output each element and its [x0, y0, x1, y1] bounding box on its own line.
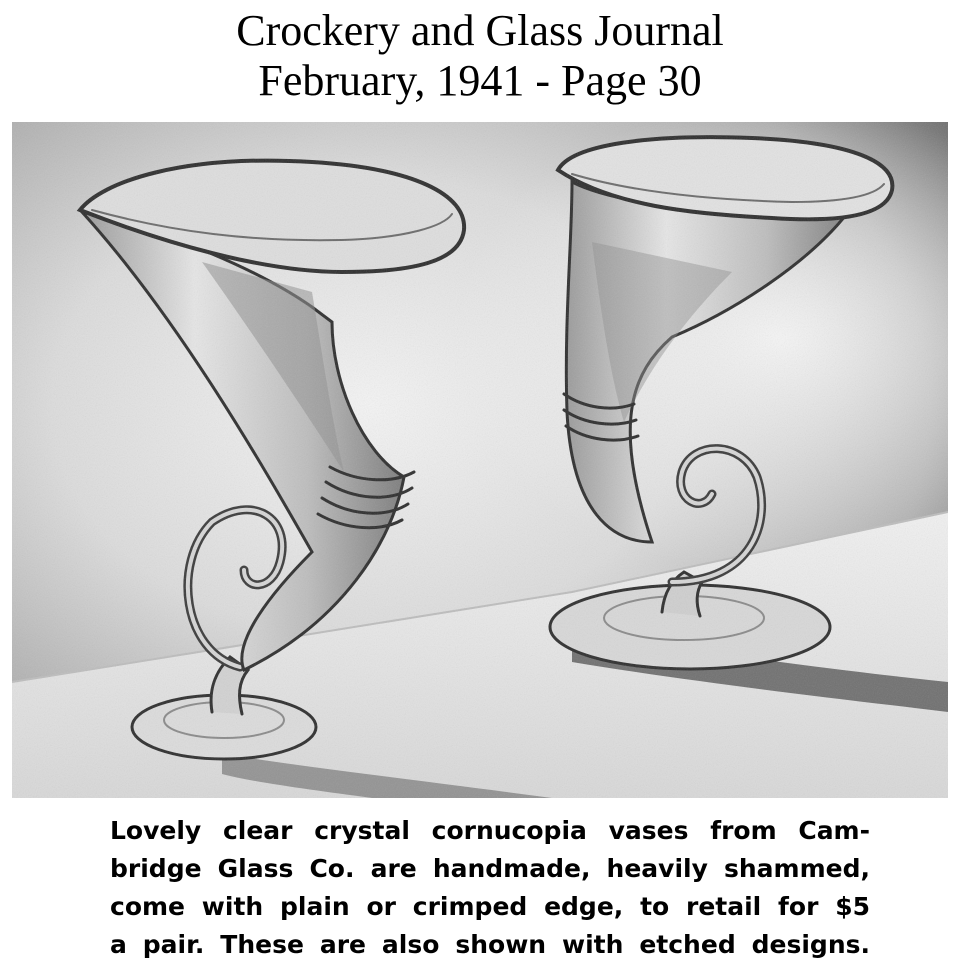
product-photo [12, 122, 948, 798]
cornucopia-vases-illustration [12, 122, 948, 798]
caption-line: Lovely clear crystal cornucopia vases from Cam- [110, 816, 870, 845]
caption-line: come with plain or crimped edge, to retail for $5 [110, 892, 870, 921]
caption-line: bridge Glass Co. are handmade, heavily shammed, [110, 854, 870, 883]
journal-title: Crockery and Glass Journal [236, 6, 724, 55]
caption-line: a pair. These are also shown with etched designs. [110, 930, 870, 959]
issue-date-page: February, 1941 - Page 30 [258, 56, 702, 105]
page-header [0, 6, 960, 106]
photo-caption [110, 812, 870, 964]
